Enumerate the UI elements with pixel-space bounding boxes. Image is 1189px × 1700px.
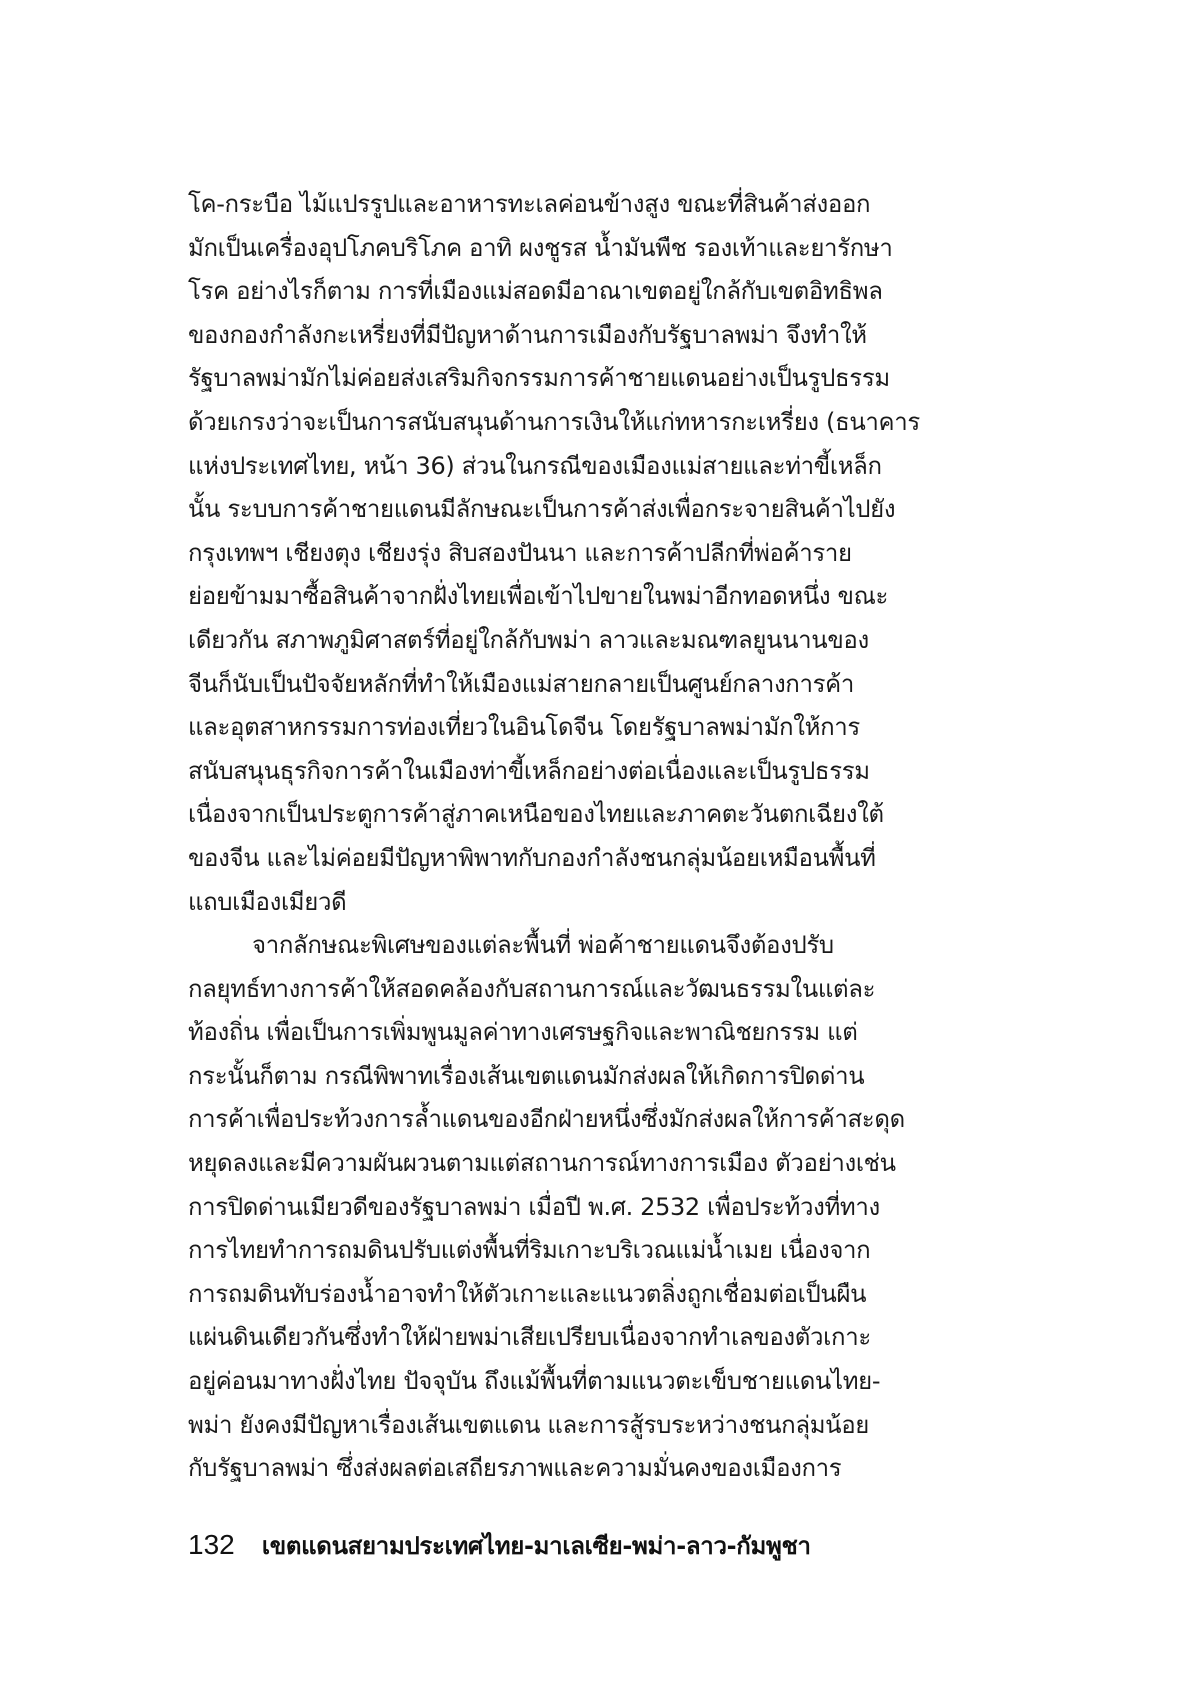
text-line: ของจีน และไม่ค่อยมีปัญหาพิพาทกับกองกำลังชนกลุ่มน้อยเหมือนพื้นที่ bbox=[188, 843, 876, 872]
text-line: จีนก็นับเป็นปัจจัยหลักที่ทำให้เมืองแม่สายกลายเป็นศูนย์กลางการค้า bbox=[188, 669, 854, 698]
text-line: เนื่องจากเป็นประตูการค้าสู่ภาคเหนือของไทยและภาคตะวันตกเฉียงใต้ bbox=[188, 800, 884, 829]
page-footer bbox=[188, 1525, 811, 1565]
text-line: สนับสนุนธุรกิจการค้าในเมืองท่าขี้เหล็กอย่างต่อเนื่องและเป็นรูปธรรม bbox=[188, 756, 870, 785]
text-line: อยู่ค่อนมาทางฝั่งไทย ปัจจุบัน ถึงแม้พื้นที่ตามแนวตะเข็บชายแดนไทย- bbox=[188, 1367, 881, 1396]
text-line: ด้วยเกรงว่าจะเป็นการสนับสนุนด้านการเงินให้แก่ทหารกะเหรี่ยง (ธนาคาร bbox=[188, 407, 920, 436]
text-line: และอุตสาหกรรมการท่องเที่ยวในอินโดจีน โดยรัฐบาลพม่ามักให้การ bbox=[188, 713, 860, 742]
text-line: โค-กระบือ ไม้แปรรูปและอาหารทะเลค่อนข้างสูง ขณะที่สินค้าส่งออก bbox=[188, 190, 871, 218]
text-line: ย่อยข้ามมาซื้อสินค้าจากฝั่งไทยเพื่อเข้าไปขายในพม่าอีกทอดหนึ่ง ขณะ bbox=[188, 582, 889, 611]
text-line: แถบเมืองเมียวดี bbox=[188, 887, 347, 916]
text-line: นั้น ระบบการค้าชายแดนมีลักษณะเป็นการค้าส่งเพื่อกระจายสินค้าไปยัง bbox=[188, 495, 896, 524]
text-line: ท้องถิ่น เพื่อเป็นการเพิ่มพูนมูลค่าทางเศรษฐกิจและพาณิชยกรรม แต่ bbox=[188, 1018, 858, 1047]
body-text bbox=[188, 183, 968, 1491]
text-line: กระนั้นก็ตาม กรณีพิพาทเรื่องเส้นเขตแดนมักส่งผลให้เกิดการปิดด่าน bbox=[188, 1061, 865, 1090]
page-number: 132 bbox=[188, 1529, 235, 1560]
text-line: กับรัฐบาลพม่า ซึ่งส่งผลต่อเสถียรภาพและความมั่นคงของเมืองการ bbox=[188, 1454, 842, 1483]
running-title: เขตแดนสยามประเทศไทย-มาเลเซีย-พม่า-ลาว-กัมพูชา bbox=[261, 1532, 811, 1560]
paragraph-first-line: จากลักษณะพิเศษของแต่ละพื้นที่ พ่อค้าชายแดนจึงต้องปรับ bbox=[252, 931, 834, 960]
text-line: การถมดินทับร่องน้ำอาจทำให้ตัวเกาะและแนวตลิ่งถูกเชื่อมต่อเป็นผืน bbox=[188, 1279, 867, 1308]
text-line: แผ่นดินเดียวกันซึ่งทำให้ฝ่ายพม่าเสียเปรียบเนื่องจากทำเลของตัวเกาะ bbox=[188, 1323, 871, 1352]
text-line: หยุดลงและมีความผันผวนตามแต่สถานการณ์ทางการเมือง ตัวอย่างเช่น bbox=[188, 1149, 896, 1178]
text-line: กลยุทธ์ทางการค้าให้สอดคล้องกับสถานการณ์และวัฒนธรรมในแต่ละ bbox=[188, 974, 876, 1003]
text-line: เดียวกัน สภาพภูมิศาสตร์ที่อยู่ใกล้กับพม่า ลาวและมณฑลยูนนานของ bbox=[188, 625, 869, 654]
text-line: การไทยทำการถมดินปรับแต่งพื้นที่ริมเกาะบริเวณแม่น้ำเมย เนื่องจาก bbox=[188, 1236, 871, 1265]
text-line: มักเป็นเครื่องอุปโภคบริโภค อาทิ ผงชูรส น้ำมันพืช รองเท้าและยารักษา bbox=[188, 233, 893, 262]
text-line: โรค อย่างไรก็ตาม การที่เมืองแม่สอดมีอาณาเขตอยู่ใกล้กับเขตอิทธิพล bbox=[188, 277, 883, 306]
text-line: กรุงเทพฯ เชียงตุง เชียงรุ่ง สิบสองปันนา และการค้าปลีกที่พ่อค้าราย bbox=[188, 538, 852, 567]
text-line: รัฐบาลพม่ามักไม่ค่อยส่งเสริมกิจกรรมการค้าชายแดนอย่างเป็นรูปธรรม bbox=[188, 364, 890, 393]
text-line: ของกองกำลังกะเหรี่ยงที่มีปัญหาด้านการเมืองกับรัฐบาลพม่า จึงทำให้ bbox=[188, 320, 867, 349]
text-line: การค้าเพื่อประท้วงการล้ำแดนของอีกฝ่ายหนึ่งซึ่งมักส่งผลให้การค้าสะดุด bbox=[188, 1105, 905, 1134]
text-line: การปิดด่านเมียวดีของรัฐบาลพม่า เมื่อปี พ.ศ. 2532 เพื่อประท้วงที่ทาง bbox=[188, 1192, 880, 1221]
text-line: แห่งประเทศไทย, หน้า 36) ส่วนในกรณีของเมืองแม่สายและท่าขี้เหล็ก bbox=[188, 451, 882, 480]
text-line: พม่า ยังคงมีปัญหาเรื่องเส้นเขตแดน และการสู้รบระหว่างชนกลุ่มน้อย bbox=[188, 1410, 870, 1439]
